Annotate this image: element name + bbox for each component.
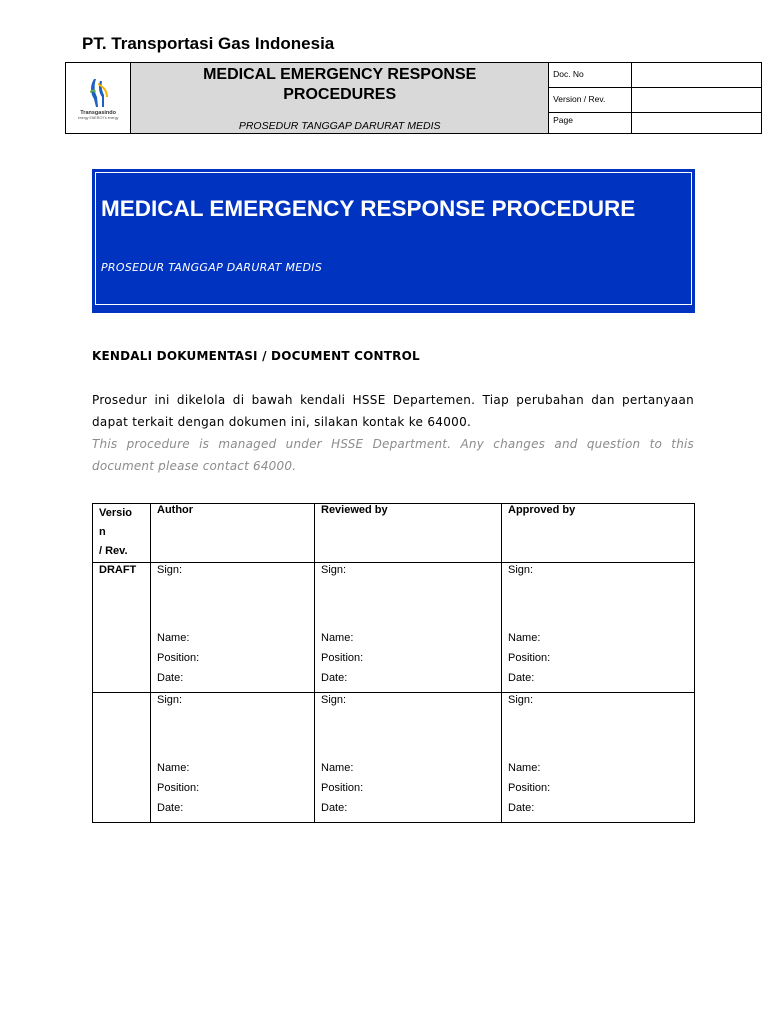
banner-title: MEDICAL EMERGENCY RESPONSE PROCEDURE — [101, 196, 636, 221]
paragraph-english: This procedure is managed under HSSE Department. Any changes and question to this document please contact 64000. — [92, 437, 694, 473]
paragraph-indonesian: Prosedur ini dikelola di bawah kendali HSSE Departemen. Tiap perubahan dan pertanyaan dapat terkait dengan dokumen ini, silakan kontak ke 64000. — [92, 393, 694, 429]
banner-subtitle: PROSEDUR TANGGAP DARURAT MEDIS — [101, 261, 323, 274]
position-label: Position: — [508, 652, 551, 664]
date-label: Date: — [157, 802, 184, 814]
sign-label: Sign: — [157, 564, 183, 576]
sign-label: Sign: — [321, 564, 347, 576]
position-label: Position: — [321, 652, 364, 664]
table-header-row — [93, 504, 695, 563]
date-label: Date: — [157, 672, 184, 684]
approved-header: Approved by — [502, 504, 695, 563]
cover-banner — [92, 169, 695, 313]
document-control-table — [92, 503, 695, 823]
version-cell: DRAFT — [93, 563, 151, 693]
position-label: Position: — [157, 782, 200, 794]
approver-signature-cell — [502, 563, 695, 693]
date-label: Date: — [508, 802, 535, 814]
reviewer-signature-cell — [315, 693, 502, 823]
document-title-cell — [131, 63, 549, 134]
author-signature-cell — [151, 563, 315, 693]
version-header-line2: n — [99, 526, 106, 538]
document-header — [65, 62, 762, 134]
logo-cell — [66, 63, 131, 134]
version-value — [632, 88, 762, 113]
table-row — [93, 693, 695, 823]
date-label: Date: — [321, 672, 348, 684]
document-subtitle: PROSEDUR TANGGAP DARURAT MEDIS — [238, 120, 441, 132]
document-title-line2: PROCEDURES — [283, 86, 397, 103]
version-header-line1: Versio — [99, 507, 133, 519]
company-logo — [66, 77, 130, 120]
reviewed-header: Reviewed by — [315, 504, 502, 563]
author-signature-cell — [151, 693, 315, 823]
sign-label: Sign: — [508, 694, 534, 706]
company-name: PT. Transportasi Gas Indonesia — [82, 34, 335, 53]
date-label: Date: — [508, 672, 535, 684]
page-label: Page — [549, 113, 632, 134]
version-label: Version / Rev. — [549, 88, 632, 113]
name-label: Name: — [321, 762, 354, 774]
sign-label: Sign: — [321, 694, 347, 706]
banner-border — [95, 172, 692, 305]
doc-no-value — [632, 63, 762, 88]
position-label: Position: — [508, 782, 551, 794]
document-title-line1: MEDICAL EMERGENCY RESPONSE — [203, 66, 477, 83]
doc-no-label: Doc. No — [549, 63, 632, 88]
table-row — [93, 563, 695, 693]
position-label: Position: — [157, 652, 200, 664]
logo-tagline: energy ENERGY's energy — [77, 115, 119, 120]
version-header-line3: / Rev. — [99, 545, 128, 557]
name-label: Name: — [508, 632, 541, 644]
approver-signature-cell — [502, 693, 695, 823]
name-label: Name: — [157, 762, 190, 774]
page-value — [632, 113, 762, 134]
position-label: Position: — [321, 782, 364, 794]
date-label: Date: — [321, 802, 348, 814]
name-label: Name: — [508, 762, 541, 774]
reviewer-signature-cell — [315, 563, 502, 693]
logo-name: Transgasindo — [80, 109, 117, 116]
author-header: Author — [151, 504, 315, 563]
transgasindo-logo-icon — [84, 77, 112, 109]
name-label: Name: — [321, 632, 354, 644]
section-heading: KENDALI DOKUMENTASI / DOCUMENT CONTROL — [92, 349, 420, 363]
version-header — [93, 504, 151, 563]
document-title — [131, 65, 548, 105]
sign-label: Sign: — [508, 564, 534, 576]
name-label: Name: — [157, 632, 190, 644]
version-cell — [93, 693, 151, 823]
sign-label: Sign: — [157, 694, 183, 706]
